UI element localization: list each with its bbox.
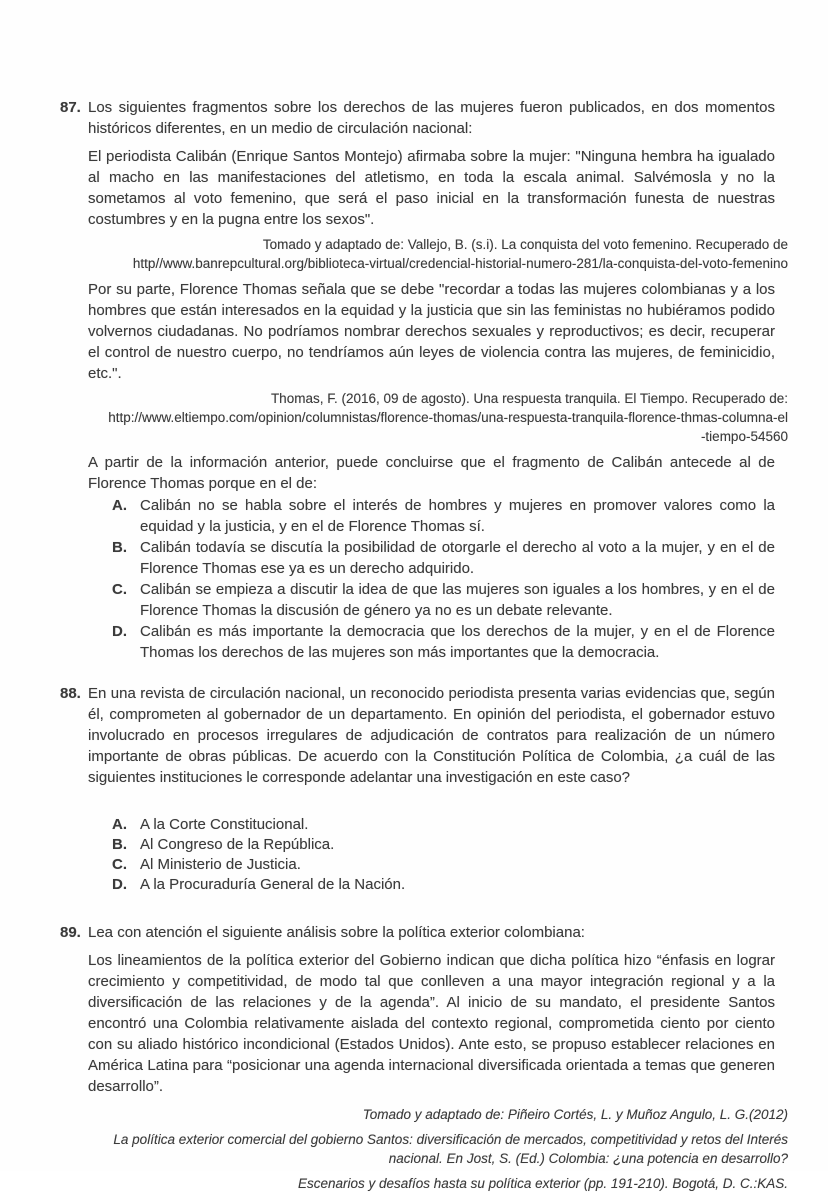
option-87-a: [112, 495, 775, 537]
question-89-number: 89.: [60, 924, 81, 941]
option-text: Al Ministerio de Justicia.: [140, 856, 301, 873]
option-88-a: [112, 815, 775, 835]
question-87: [60, 97, 788, 663]
option-88-b: [112, 835, 775, 855]
citation-line: http://www.eltiempo.com/opinion/columnistas/florence-thomas/una-respuesta-tranquila-florence-thmas-columna-el: [108, 410, 788, 425]
citation-line: nacional. En Jost, S. (Ed.) Colombia: ¿una potencia en desarrollo?: [388, 1151, 788, 1166]
question-88-body: [88, 683, 775, 895]
spacer: [60, 895, 775, 922]
option-letter: A.: [112, 497, 127, 514]
option-letter: C.: [112, 581, 127, 598]
citation-thomas: [88, 389, 788, 446]
spacer: [60, 663, 775, 683]
option-88-d: [112, 875, 775, 895]
question-88: [60, 683, 775, 895]
option-letter: B.: [112, 539, 127, 556]
option-letter: D.: [112, 876, 127, 893]
option-letter: A.: [112, 816, 127, 833]
option-text: Calibán no se habla sobre el interés de hombres y mujeres en promover valores como la equidad y la justicia, y en el de Florence Thomas sí.: [140, 497, 775, 535]
question-87-prompt: A partir de la información anterior, puede concluirse que el fragmento de Calibán antecede al de Florence Thomas porque en el de:: [88, 454, 775, 492]
option-letter: D.: [112, 623, 127, 640]
option-letter: C.: [112, 856, 127, 873]
question-87-number: 87.: [60, 99, 81, 116]
option-text: Al Congreso de la República.: [140, 836, 335, 853]
citation-line: http//www.banrepcultural.org/biblioteca-virtual/credencial-historial-numero-281/la-conquista-del-voto-femenino: [132, 256, 788, 271]
question-89-stem: Lea con atención el siguiente análisis sobre la política exterior colombiana:: [88, 924, 585, 941]
option-text: Calibán es más importante la democracia que los derechos de la mujer, y en el de Florence Thomas los derechos de las mujeres son más importantes que la democracia.: [140, 623, 775, 661]
citation-pineiro-book: [88, 1174, 788, 1193]
passage-foreign-policy: Los lineamientos de la política exterior del Gobierno indican que dicha política hizo “énfasis en lograr crecimiento y competitividad, de modo tal que conlleven a una mayor integración regional y a la diversificación de las relaciones y de la agenda”. Al inicio de su mandato, el presidente Santos encontró una Colombia relativamente aislada del contexto regional, comprometida ciento por ciento con su aliado histórico incondicional (Estados Unidos). Ante esto, se propuso establecer relaciones en América Latina para “posicionar una agenda internacional diversificada orientada a temas que generen desarrollo”.: [88, 952, 775, 1095]
option-text: Calibán se empieza a discutir la idea de que las mujeres son iguales a los hombres, y en el de Florence Thomas la discusión de género ya no es un debate relevante.: [140, 581, 775, 619]
citation-line: Tomado y adaptado de: Vallejo, B. (s.i). La conquista del voto femenino. Recuperado de: [262, 237, 788, 252]
citation-pineiro-author: [88, 1105, 788, 1124]
citation-line: Thomas, F. (2016, 09 de agosto). Una respuesta tranquila. El Tiempo. Recuperado de:: [270, 391, 788, 406]
citation-line: -tiempo-54560: [700, 429, 788, 444]
option-87-b: [112, 537, 775, 579]
question-87-stem: Los siguientes fragmentos sobre los derechos de las mujeres fueron publicados, en dos momentos históricos diferentes, en un medio de circulación nacional:: [88, 99, 775, 137]
option-87-c: [112, 579, 775, 621]
question-87-body: [88, 97, 788, 663]
citation-pineiro-title: [88, 1130, 788, 1168]
option-87-d: [112, 621, 775, 663]
option-text: A la Corte Constitucional.: [140, 816, 309, 833]
question-87-options: [88, 495, 775, 663]
option-text: Calibán todavía se discutía la posibilidad de otorgarle el derecho al voto a la mujer, y en el de Florence Thomas ese ya es un derecho adquirido.: [140, 539, 775, 577]
option-letter: B.: [112, 836, 127, 853]
question-89-body: [88, 922, 788, 1199]
citation-vallejo: [88, 235, 788, 273]
passage-thomas: Por su parte, Florence Thomas señala que se debe "recordar a todas las mujeres colombianas y a los hombres que están interesados en la equidad y la justicia que sin las feministas no hubiéramos podido volvernos ciudadanas. No podríamos nombrar derechos sexuales y reproductivos; es decir, recuperar el control de nuestro cuerpo, no tendríamos aún leyes de violencia contra las mujeres, de feminicidio, etc.".: [88, 281, 775, 382]
citation-line: Tomado y adaptado de: Piñeiro Cortés, L. y Muñoz Angulo, L. G.(2012): [362, 1107, 788, 1122]
citation-line: Escenarios y desafíos hasta su política exterior (pp. 191-210). Bogotá, D. C.:KAS.: [297, 1176, 788, 1191]
question-88-stem: En una revista de circulación nacional, un reconocido periodista presenta varias evidencias que, según él, comprometen al gobernador de un departamento. En opinión del periodista, el gobernador estuvo involucrado en procesos irregulares de adjudicación de contratos para realización de un número importante de obras públicas. De acuerdo con la Constitución Política de Colombia, ¿a cuál de las siguientes instituciones le corresponde adelantar una investigación en este caso?: [88, 685, 775, 786]
option-88-c: [112, 855, 775, 875]
question-89: [60, 922, 788, 1199]
passage-caliban: El periodista Calibán (Enrique Santos Montejo) afirmaba sobre la mujer: "Ninguna hembra ha igualado al macho en las manifestaciones del atletismo, en toda la escala animal. Salvémosla y no la sometamos al voto femenino, que será el paso inicial en la transformación funesta de nuestras costumbres y en la pugna entre los sexos".: [88, 148, 775, 228]
question-88-number: 88.: [60, 685, 81, 702]
question-88-options: [88, 815, 775, 895]
option-text: A la Procuraduría General de la Nación.: [140, 876, 406, 893]
citation-line: La política exterior comercial del gobierno Santos: diversificación de mercados, competitividad y retos del Interés: [113, 1132, 788, 1147]
